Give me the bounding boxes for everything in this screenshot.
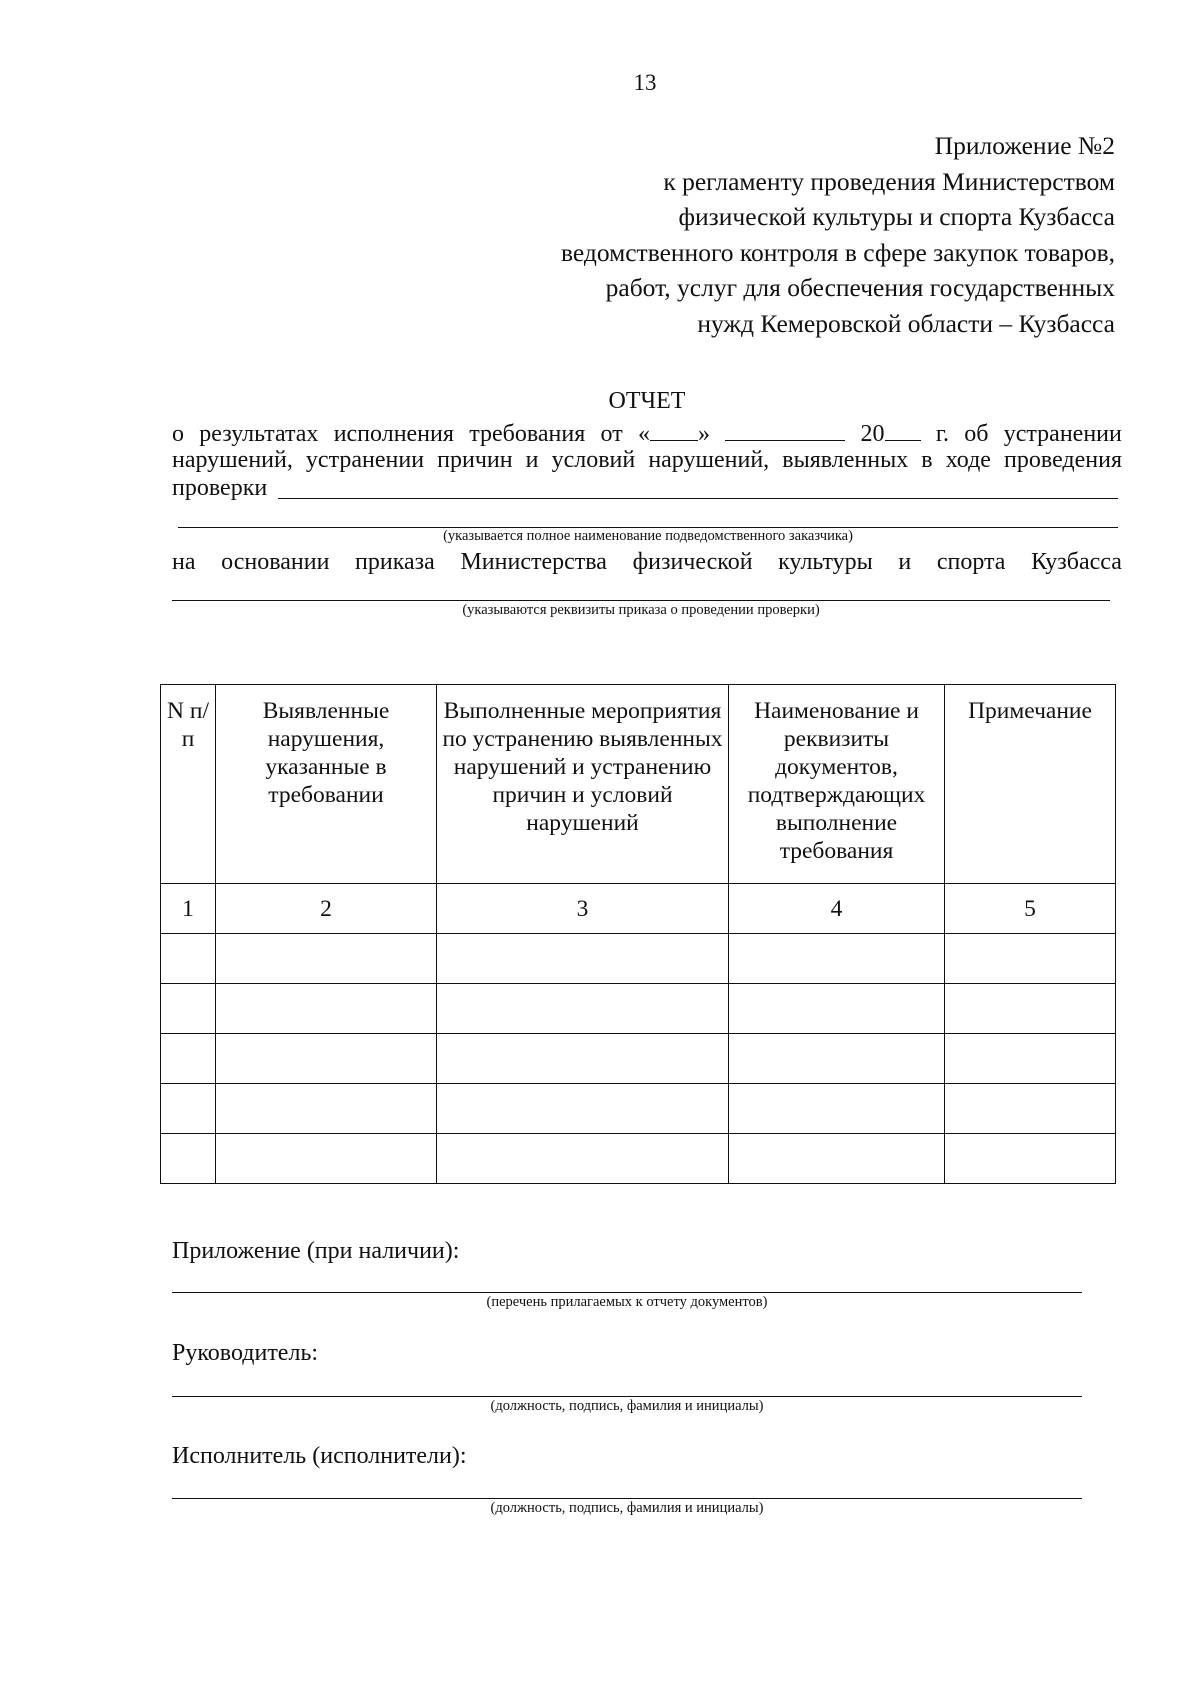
table-cell[interactable] xyxy=(161,1084,216,1134)
basis-line xyxy=(172,548,1122,576)
executor-caption: (должность, подпись, фамилия и инициалы) xyxy=(490,1500,764,1516)
text-word: приказа xyxy=(355,549,435,575)
text-word: требования xyxy=(469,421,586,446)
text-word: физической xyxy=(632,549,753,575)
text-word: нарушений, xyxy=(648,447,770,473)
report-intro-line-1 xyxy=(172,418,1122,446)
table-cell[interactable] xyxy=(729,1134,945,1184)
appendix-line: работ, услуг для обеспечения государственных xyxy=(605,273,1115,302)
customer-caption: (указывается полное наименование подведомственного заказчика) xyxy=(443,528,853,544)
table-cell[interactable] xyxy=(216,1134,437,1184)
table-cell[interactable] xyxy=(161,1034,216,1084)
table-cell[interactable] xyxy=(945,1084,1116,1134)
table-row xyxy=(161,984,1116,1034)
text-word: и xyxy=(898,549,912,575)
text-word: причин xyxy=(437,447,513,473)
table-cell[interactable] xyxy=(945,934,1116,984)
attachment-caption: (перечень прилагаемых к отчету документов) xyxy=(486,1294,768,1310)
table-cell[interactable] xyxy=(216,1034,437,1084)
column-number: 2 xyxy=(216,884,437,934)
table-row xyxy=(161,1134,1116,1184)
column-header-note: Примечание xyxy=(945,685,1116,884)
attachment-label: Приложение (при наличии): xyxy=(172,1238,460,1264)
table-cell[interactable] xyxy=(437,984,729,1034)
executor-label: Исполнитель (исполнители): xyxy=(172,1443,467,1469)
appendix-line: нужд Кемеровской области – Кузбасса xyxy=(697,308,1115,338)
date-month-field[interactable] xyxy=(725,418,845,441)
text-word: на xyxy=(172,549,196,575)
table-cell[interactable] xyxy=(729,984,945,1034)
appendix-line: ведомственного контроля в сфере закупок товаров, xyxy=(560,237,1115,267)
text-word: нарушений, xyxy=(172,447,293,473)
table-cell[interactable] xyxy=(437,1134,729,1184)
table-row xyxy=(161,1034,1116,1084)
table-cell[interactable] xyxy=(729,934,945,984)
inspection-label: проверки xyxy=(172,475,268,501)
column-number: 1 xyxy=(161,884,216,934)
table-cell[interactable] xyxy=(437,1084,729,1134)
text-word: в xyxy=(921,447,933,473)
table-cell[interactable] xyxy=(945,984,1116,1034)
table-row xyxy=(161,1084,1116,1134)
column-number: 4 xyxy=(729,884,945,934)
text-word: г. xyxy=(935,421,949,446)
text-word: и xyxy=(525,447,539,473)
text-word: об xyxy=(964,421,989,446)
date-day-field[interactable] xyxy=(638,418,710,446)
table-cell[interactable] xyxy=(161,1134,216,1184)
column-header-violations: Выявленные нарушения, указанные в требовании xyxy=(216,685,437,884)
head-signature-field[interactable] xyxy=(172,1396,1082,1397)
column-number-row xyxy=(161,884,1116,934)
head-caption: (должность, подпись, фамилия и инициалы) xyxy=(490,1398,764,1414)
table-cell[interactable] xyxy=(216,1084,437,1134)
report-title: ОТЧЕТ xyxy=(608,388,686,414)
day-blank[interactable] xyxy=(650,418,698,441)
text-word: устранении xyxy=(305,447,425,473)
appendix-header xyxy=(561,128,1115,341)
table-cell[interactable] xyxy=(437,1034,729,1084)
appendix-title: Приложение №2 xyxy=(934,131,1115,160)
text-word: устранении xyxy=(1003,421,1122,446)
table-cell[interactable] xyxy=(729,1034,945,1084)
text-word: основании xyxy=(221,549,330,575)
report-table xyxy=(160,684,1116,1184)
executor-signature-field[interactable] xyxy=(172,1498,1082,1499)
head-label: Руководитель: xyxy=(172,1340,319,1366)
text-word: Министерства xyxy=(460,549,607,575)
quote-open: « xyxy=(637,421,650,446)
order-caption: (указываются реквизиты приказа о проведении проверки) xyxy=(462,602,820,618)
table-cell[interactable] xyxy=(161,984,216,1034)
column-header-documents: Наименование и реквизиты документов, подтверждающих выполнение требования xyxy=(729,685,945,884)
customer-name-field[interactable] xyxy=(278,498,1118,499)
text-word: Кузбасса xyxy=(1031,549,1122,575)
text-word: условий xyxy=(551,447,636,473)
column-number: 3 xyxy=(437,884,729,934)
text-word: выявленных xyxy=(782,447,909,473)
table-cell[interactable] xyxy=(945,1034,1116,1084)
text-word: исполнения xyxy=(333,421,454,446)
table-header-row xyxy=(161,685,1116,884)
year-blank[interactable] xyxy=(885,418,921,441)
table-cell[interactable] xyxy=(437,934,729,984)
table-cell[interactable] xyxy=(729,1084,945,1134)
date-year-field[interactable] xyxy=(861,418,921,446)
column-header-number: N п/п xyxy=(161,685,216,884)
report-intro-line-2 xyxy=(172,446,1122,474)
table-cell[interactable] xyxy=(216,934,437,984)
text-word: спорта xyxy=(936,549,1006,575)
text-word: о xyxy=(172,421,184,446)
table-cell[interactable] xyxy=(216,984,437,1034)
column-header-measures: Выполненные мероприятия по устранению выявленных нарушений и устранению причин и условий нарушений xyxy=(437,685,729,884)
appendix-line: физической культуры и спорта Кузбасса xyxy=(678,202,1115,231)
attachment-field[interactable] xyxy=(172,1292,1082,1293)
order-details-field[interactable] xyxy=(172,600,1110,601)
page-number: 13 xyxy=(633,70,657,95)
text-word: культуры xyxy=(778,549,873,575)
text-word: ходе xyxy=(945,447,991,473)
table-cell[interactable] xyxy=(161,934,216,984)
table-cell[interactable] xyxy=(945,1134,1116,1184)
text-word: проведения xyxy=(1004,447,1122,473)
column-number: 5 xyxy=(945,884,1116,934)
table-row xyxy=(161,934,1116,984)
year-prefix: 20 xyxy=(860,421,885,446)
inspection-line xyxy=(172,474,267,502)
text-word: от xyxy=(600,421,623,446)
quote-close: » xyxy=(697,421,710,446)
text-word: результатах xyxy=(199,421,319,446)
appendix-line: к регламенту проведения Министерством xyxy=(663,166,1115,196)
